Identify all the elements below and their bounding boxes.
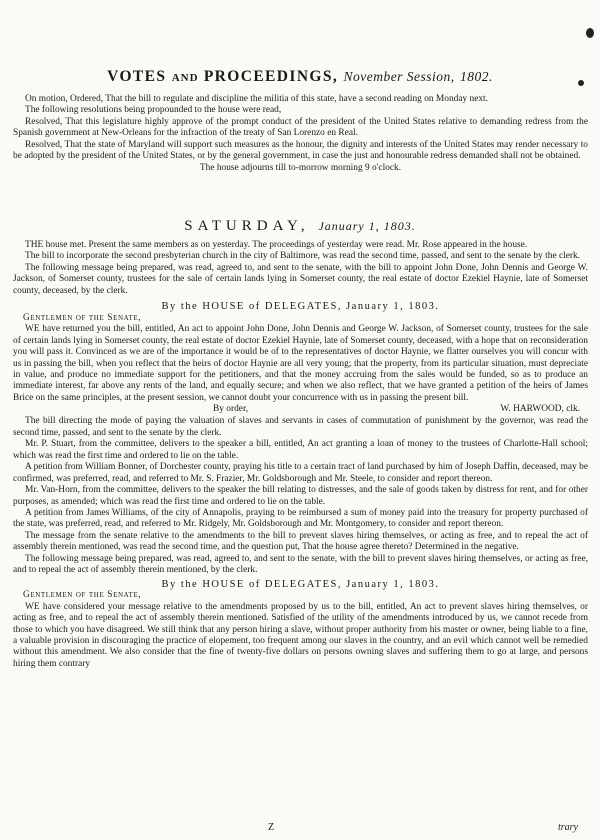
paragraph: The following resolutions being propounded to the house were read, [25, 105, 282, 116]
header-title-and: AND [171, 72, 199, 84]
by-order-label: By order, [213, 404, 249, 415]
message-salutation: Gentlemen of the Senate, [23, 312, 142, 323]
message-body: WE have returned you the bill, entitled, An act to appoint John Done, John Dennis and George W. Jackson, of Somerset county, trustees for the sale of certain lands lying in Somerset county, the real estate of doctor Ezekiel Haynie, late of Somerset county, deceased, with a hope that on reconsideration you will pass it. Convinced as we are of the importance it would be of to the representatives of doctor Haynie, we flatter ourselves you will concur with us in passing the bill, when you reflect that the heirs of doctor Haynie are all very young; that the property, from its particular situation, must depreciate in value, and produce no immediate support for the petitioners, and that the money accruing from the sales would be funded, so as to produce an immediate interest, far above any rents of the land, and equally secure; and when we also reflect, that we have granted a petition of the heirs of James Brice on the same principles, at the present session, we cannot doubt your concurrence with us in passing the present bill. [13, 324, 588, 403]
message-signature-line [13, 404, 588, 416]
catchword: trary [558, 822, 578, 833]
adjournment-line: The house adjourns till to-morrow morning 9 o'clock. [199, 162, 402, 173]
ink-blot [578, 80, 584, 86]
paragraph: THE house met. Present the same members as on yesterday. The proceedings of yesterday were read. Mr. Rose appeared in the house. [25, 240, 528, 250]
paragraph: A petition from James Williams, of the city of Annapolis, praying to be reimbursed a sum of money paid into the treasury for property purchased of the state, was preferred, read, and referred to Mr. Ridgely, Mr. Goldsborough and Mr. Montgomery, to consider and report thereon. [13, 507, 588, 530]
paragraph: The bill directing the mode of paying the valuation of slaves and servants in cases of commutation of punishment by the governor, was read the second time, passed, and sent to the senate by the clerk. [13, 416, 588, 438]
opening-proceedings [13, 94, 588, 174]
paragraph: Mr. P. Stuart, from the committee, delivers to the speaker a bill, entitled, An act granting a loan of money to the trustees of Charlotte-Hall school; which was read the first time and ordered to lie on the table. [13, 439, 588, 461]
day-heading [0, 218, 600, 235]
paragraph: Resolved, That the state of Maryland will support such measures as the honour, the dignity and interests of the United States may render necessary to be adopted by the president of the United States, or by the general government, in case the just and honourable redress demanded shall not be obtained. [13, 139, 588, 162]
clerk-signature: W. HARWOOD, clk. [500, 404, 580, 415]
message-salutation: Gentlemen of the Senate, [23, 590, 142, 601]
message-body: WE have considered your message relative to the amendments proposed by us to the bill, entitled, An act to prevent slaves hiring themselves, or acting as free, and to repeal the act of assembly therein mentioned. Satisfied of the utility of the amendments introduced by us, we cannot recede from those to which you have disagreed. We still think that any person hiring a slave, without proper authority from his master or owner, being liable to a fine, a valuable provision in discouraging the practice of elopement, too frequent among our slaves in the country, and an evil which cannot well be remedied without this amendment. We also consider that the fine of twenty-five dollars on persons owning slaves and suffering them to go at large, and persons hiring them contrary [13, 601, 588, 669]
page-header [40, 68, 560, 86]
header-title-votes: VOTES [107, 68, 167, 85]
message-byline: By the HOUSE of DELEGATES, January 1, 1803. [161, 578, 440, 590]
ink-blot [586, 28, 594, 38]
paragraph: Resolved, That this legislature highly approve of the prompt conduct of the president of the United States relative to demanding redress from the Spanish government at New-Orleans for the infraction of the treaty of San Lorenzo en Real. [13, 116, 588, 139]
day-heading-date: January 1, 1803. [318, 219, 416, 233]
paragraph: The bill to incorporate the second presbyterian church in the city of Baltimore, was read the second time, passed, and sent to the senate by the clerk. [25, 251, 581, 262]
message-byline: By the HOUSE of DELEGATES, January 1, 1803. [161, 301, 440, 313]
paragraph: On motion, Ordered, That the bill to regulate and discipline the militia of this state, have a second reading on Monday next. [25, 94, 488, 104]
paragraph: The following message being prepared, was read, agreed to, and sent to the senate, with the bill to appoint John Done, John Dennis and George W. Jackson, of Somerset county, trustees for the sale of certain lands lying in Somerset county, the real estate of doctor Ezekiel Haynie, late of Somerset county, deceased, by the clerk. [13, 262, 588, 296]
paragraph: A petition from William Bonner, of Dorchester county, praying his title to a certain tract of land purchased by him of Joseph Daffin, deceased, may be confirmed, was preferred, read, and referred to Mr. S. Frazier, Mr. Goldsborough and Mr. Steele, to consider and report thereon. [13, 462, 588, 484]
paragraph: The following message being prepared, was read, agreed to, and sent to the senate, with the bill to prevent slaves hiring themselves, or acting as free, and to repeal the act of assembly therein mentioned, by the clerk. [13, 553, 588, 576]
main-proceedings [13, 240, 588, 670]
header-session: November Session, [343, 69, 455, 84]
header-title-proceedings: PROCEEDINGS, [203, 68, 339, 85]
header-year: 1802. [459, 69, 493, 84]
day-heading-day: SATURDAY, [184, 218, 310, 234]
signature-mark: Z [268, 822, 275, 833]
paragraph: The message from the senate relative to the amendments to the bill to prevent slaves hiring themselves, or acting as free, and to repeal the act of assembly therein mentioned, was read the second time, and the question put, That the house agree thereto? Determined in the negative. [13, 530, 588, 553]
paragraph: Mr. Van-Horn, from the committee, delivers to the speaker the bill relating to distresses, and the sale of goods taken by distress for rent, and for other purposes, as amended; which was read the first time and ordered to lie on the table. [13, 485, 588, 507]
